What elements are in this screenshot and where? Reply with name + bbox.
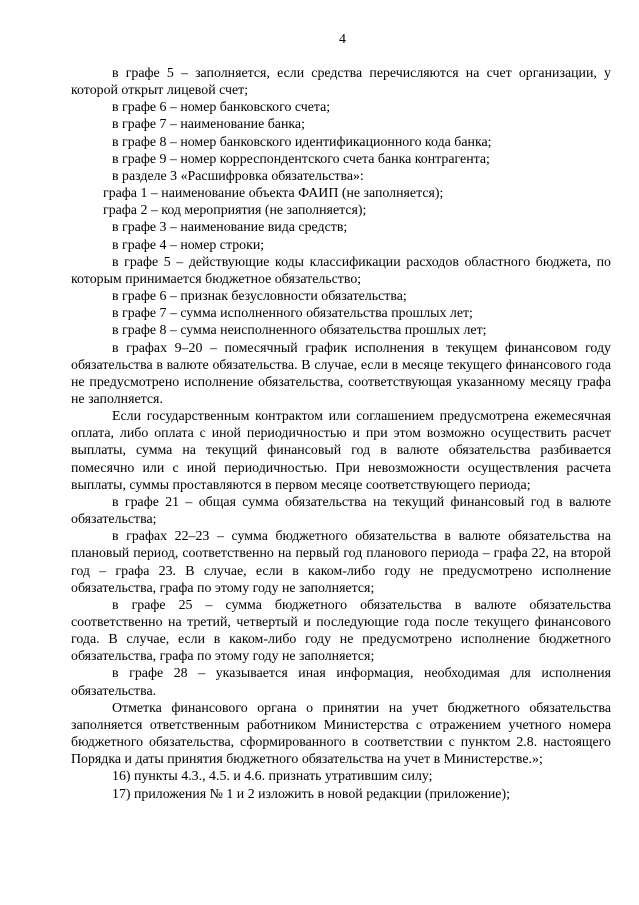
paragraph-grafy-9-20: в графах 9–20 – помесячный график исполнения в текущем финансовом году обязательства в валюте обязательства. В случае, если в месяце текущего финансового года не предусмотрено исполнение обязательства, соответствующая указанному месяцу графа не заполняется. bbox=[71, 340, 611, 407]
paragraph-grafa-21: в графе 21 – общая сумма обязательства на текущий финансовый год в валюте обязательства; bbox=[71, 494, 611, 528]
page-number: 4 bbox=[339, 32, 346, 47]
paragraph-grafy-22-23: в графах 22–23 – сумма бюджетного обязательства в валюте обязательства на плановый период, соответственно на первый год планового периода – графа 22, на второй год – графа 23. В случае, если в каком-либо году не предусмотрено исполнение обязательства, графа по этому году не заполняется; bbox=[71, 529, 611, 596]
paragraph-grafa-7: в графе 7 – наименование банка; bbox=[112, 117, 305, 133]
paragraph-grafa-25: в графе 25 – сумма бюджетного обязательства в валюте обязательства соответственно на третий, четвертый и последующие года после текущего финансового года. В случае, если в каком-либо году не предусмотрено исполнение бюджетного обязательства, графа по этому году не заполняется; bbox=[71, 597, 611, 665]
paragraph-grafa-8: в графе 8 – номер банковского идентификационного кода банка; bbox=[112, 134, 492, 150]
paragraph-grafa-7-executed: в графе 7 – сумма исполненного обязательства прошлых лет; bbox=[112, 306, 473, 322]
paragraph-finance-mark: Отметка финансового органа о принятии на учет бюджетного обязательства заполняется ответственным работником Министерства с отражением учетного номера бюджетного обязательства, сформированного в соответствии с пунктом 2.8. настоящего Порядка и даты принятия бюджетного обязательства на учет в Министерстве.»; bbox=[71, 700, 611, 768]
paragraph-grafa-8-unexecuted: в графе 8 – сумма неисполненного обязательства прошлых лет; bbox=[112, 323, 487, 339]
paragraph-grafa-9: в графе 9 – номер корреспондентского счета банка контрагента; bbox=[112, 151, 490, 167]
paragraph-grafa-3: в графе 3 – наименование вида средств; bbox=[112, 220, 348, 236]
paragraph-item-16: 16) пункты 4.3., 4.5. и 4.6. признать утратившим силу; bbox=[112, 769, 433, 785]
paragraph-monthly-payment: Если государственным контрактом или соглашением предусмотрена ежемесячная оплата, либо оплата с иной периодичностью и при этом возможно осуществить расчет выплаты, сумма на текущий финансовый год в валюте обязательства разбивается помесячно или с иной периодичностью. При невозможности осуществления расчета выплаты, суммы проставляются в первом месяце соответствующего периода; bbox=[71, 409, 611, 493]
paragraph-grafa-5-account: в графе 5 – заполняется, если средства перечисляются на счет организации, у которой открыт лицевой счет; bbox=[71, 66, 611, 99]
paragraph-item-17: 17) приложения № 1 и 2 изложить в новой редакции (приложение); bbox=[112, 786, 510, 802]
paragraph-grafa-6-sign: в графе 6 – признак безусловности обязательства; bbox=[112, 289, 407, 305]
paragraph-grafa-28: в графе 28 – указывается иная информация, необходимая для исполнения обязательства. bbox=[71, 666, 611, 699]
paragraph-grafa-5-codes: в графе 5 – действующие коды классификации расходов областного бюджета, по которым принимается бюджетное обязательство; bbox=[71, 254, 611, 287]
paragraph-section-3: в разделе 3 «Расшифровка обязательства»: bbox=[112, 168, 364, 184]
paragraph-grafa-6: в графе 6 – номер банковского счета; bbox=[112, 100, 331, 116]
paragraph-grafa-1: графа 1 – наименование объекта ФАИП (не заполняется); bbox=[103, 186, 444, 202]
paragraph-grafa-4: в графе 4 – номер строки; bbox=[112, 237, 265, 253]
paragraph-grafa-2: графа 2 – код мероприятия (не заполняется); bbox=[103, 203, 367, 219]
document-body bbox=[71, 65, 611, 803]
